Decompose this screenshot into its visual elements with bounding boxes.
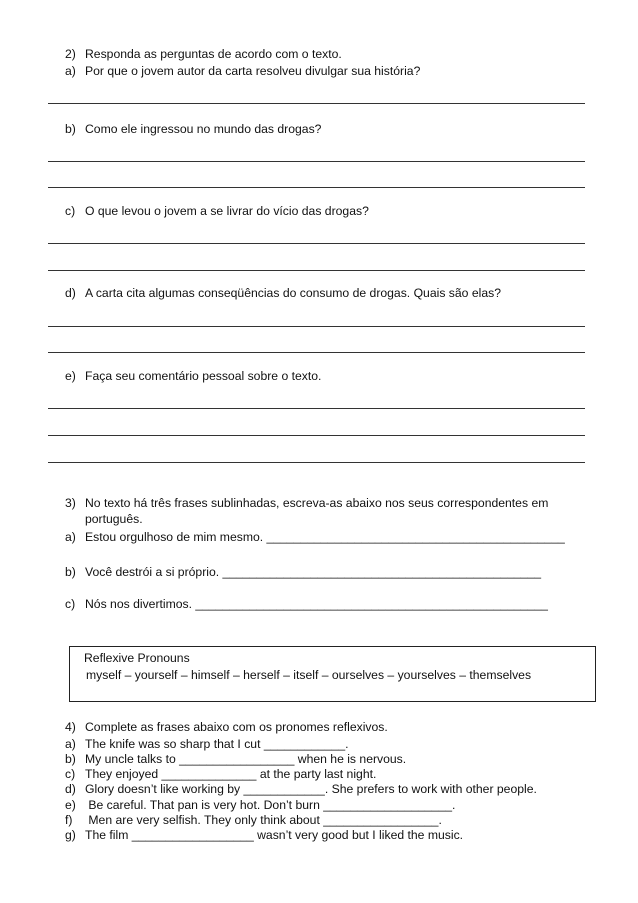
translation-b[interactable]: Você destrói a si próprio. _______________________________________________ [85, 565, 542, 579]
question-b-text: Como ele ingressou no mundo das drogas? [85, 122, 322, 136]
question-d-text: A carta cita algumas conseqüências do consumo de drogas. Quais são elas? [85, 286, 501, 300]
item-letter: a) [65, 737, 76, 751]
translation-c[interactable]: Nós nos divertimos. ____________________________________________________ [85, 597, 548, 611]
question-letter: b) [65, 122, 76, 136]
answer-line[interactable] [48, 435, 585, 436]
sentence-a[interactable]: The knife was so sharp that I cut ____________. [85, 737, 349, 751]
answer-line[interactable] [48, 408, 585, 409]
item-letter: e) [65, 798, 76, 812]
section-4-heading: Complete as frases abaixo com os pronomes reflexivos. [85, 720, 388, 734]
section-2-heading: Responda as perguntas de acordo com o texto. [85, 47, 342, 61]
sentence-e[interactable]: Be careful. That pan is very hot. Don’t burn ___________________. [85, 798, 456, 812]
section-3-heading-line1: No texto há três frases sublinhadas, escreva-as abaixo nos seus correspondentes em [85, 496, 549, 510]
sentence-d[interactable]: Glory doesn’t like working by ____________. She prefers to work with other people. [85, 782, 537, 796]
question-letter: e) [65, 369, 76, 383]
section-3-heading-line2: português. [85, 512, 143, 526]
section-4-number: 4) [65, 720, 76, 734]
item-letter: g) [65, 828, 76, 842]
answer-line[interactable] [48, 103, 585, 104]
pronoun-list: myself – yourself – himself – herself – itself – ourselves – yourselves – themselves [86, 668, 532, 682]
section-2-number: 2) [65, 47, 76, 61]
item-letter: c) [65, 597, 76, 611]
answer-line[interactable] [48, 326, 585, 327]
sentence-b[interactable]: My uncle talks to _________________ when he is nervous. [85, 752, 407, 766]
answer-line[interactable] [48, 161, 585, 162]
question-a-text: Por que o jovem autor da carta resolveu divulgar sua história? [85, 64, 421, 78]
answer-line[interactable] [48, 243, 585, 244]
question-e-text: Faça seu comentário pessoal sobre o texto. [85, 369, 322, 383]
sentence-g[interactable]: The film __________________ wasn’t very good but I liked the music. [85, 828, 464, 842]
translation-a[interactable]: Estou orgulhoso de mim mesmo. ____________________________________________ [85, 530, 565, 544]
question-letter: a) [65, 64, 76, 78]
answer-line[interactable] [48, 270, 585, 271]
answer-line[interactable] [48, 187, 585, 188]
box-title: Reflexive Pronouns [84, 651, 190, 665]
answer-line[interactable] [48, 352, 585, 353]
question-letter: d) [65, 286, 76, 300]
question-c-text: O que levou o jovem a se livrar do vício das drogas? [85, 204, 369, 218]
item-letter: a) [65, 530, 76, 544]
question-letter: c) [65, 204, 76, 218]
sentence-c[interactable]: They enjoyed ______________ at the party last night. [85, 767, 377, 781]
answer-line[interactable] [48, 462, 585, 463]
item-letter: d) [65, 782, 76, 796]
section-3-number: 3) [65, 496, 76, 510]
reflexive-pronouns-box [69, 646, 596, 702]
sentence-f[interactable]: Men are very selfish. They only think about _________________. [85, 813, 442, 827]
item-letter: b) [65, 752, 76, 766]
item-letter: f) [65, 813, 73, 827]
item-letter: b) [65, 565, 76, 579]
item-letter: c) [65, 767, 76, 781]
